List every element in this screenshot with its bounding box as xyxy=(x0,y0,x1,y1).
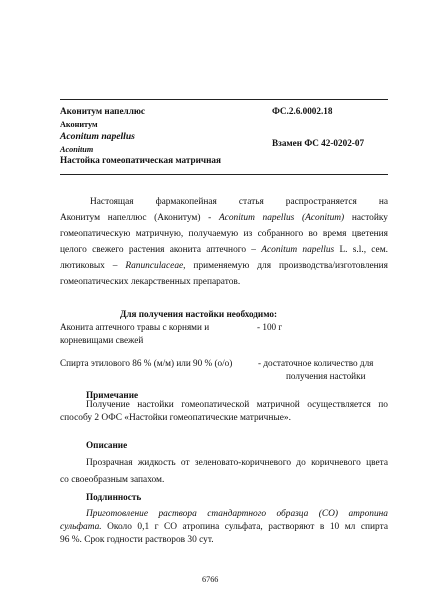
preparation-item-2-text: Спирта этилового 86 % (м/м) или 90 % (о/о) xyxy=(60,358,233,368)
identity-heading: Подлинность xyxy=(86,492,142,502)
top-rule xyxy=(60,99,388,100)
subtitle: Настойка гомеопатическая матричная xyxy=(60,155,221,165)
identity-line-3: 96 %. Срок годности растворов 30 сут. xyxy=(60,535,214,545)
intro-line-1: Настоящая фармакопейная статья распространяется на xyxy=(90,197,388,207)
preparation-heading: Для получения настойки необходимо: xyxy=(120,309,278,319)
synonym-latin: Aconitum xyxy=(60,145,94,154)
intro-line-5: лютиковых – Ranunculaceae, применяемую для производства/изготовления xyxy=(60,261,388,271)
description-heading: Описание xyxy=(86,440,128,450)
name-latin: Aconitum napellus xyxy=(60,131,135,142)
header-bottom-rule xyxy=(60,174,388,175)
preparation-item-1-cont: корневищами свежей xyxy=(60,335,144,345)
note-heading: Примечание xyxy=(86,390,139,400)
identity-line-2: сульфата. Около 0,1 г СО атропина сульфата, растворяют в 10 мл спирта xyxy=(60,522,388,532)
description-line-2: со своеобразным запахом. xyxy=(60,475,165,485)
replaces-code: Взамен ФС 42-0202-07 xyxy=(272,138,365,148)
intro-line-4: целого свежего растения аконита аптечного – Aconitum napellus L. s.l., сем. xyxy=(60,245,388,255)
preparation-item-2-amount: - достаточное количество для xyxy=(258,358,374,368)
page-number: 6766 xyxy=(202,575,219,584)
intro-line-2: Аконитум напеллюс (Аконитум) - Aconitum napellus (Aconitum) настойку xyxy=(60,213,388,223)
preparation-item-1-text: Аконита аптечного травы с корнями и xyxy=(60,322,210,332)
intro-line-3: гомеопатическую матричную, получаемую из собранного во время цветения xyxy=(60,229,388,239)
preparation-item-2-cont: получения настойки xyxy=(286,371,366,381)
intro-line-6: гомеопатических лекарственных препаратов. xyxy=(60,277,241,287)
document-code: ФС.2.6.0002.18 xyxy=(272,106,333,116)
synonym-ru: Аконитум xyxy=(60,120,98,129)
preparation-item-1-amount: - 100 г xyxy=(257,322,283,332)
description-line-1: Прозрачная жидкость от зеленовато-коричневого до коричневого цвета xyxy=(86,458,388,468)
name-ru: Аконитум напеллюс xyxy=(60,106,145,116)
identity-line-1: Приготовление раствора стандартного образца (СО) атропина xyxy=(86,509,388,519)
note-line-1: Получение настойки гомеопатической матричной осуществляется по xyxy=(86,400,388,410)
note-line-2: способу 2 ОФС «Настойки гомеопатические матричные». xyxy=(60,413,291,423)
